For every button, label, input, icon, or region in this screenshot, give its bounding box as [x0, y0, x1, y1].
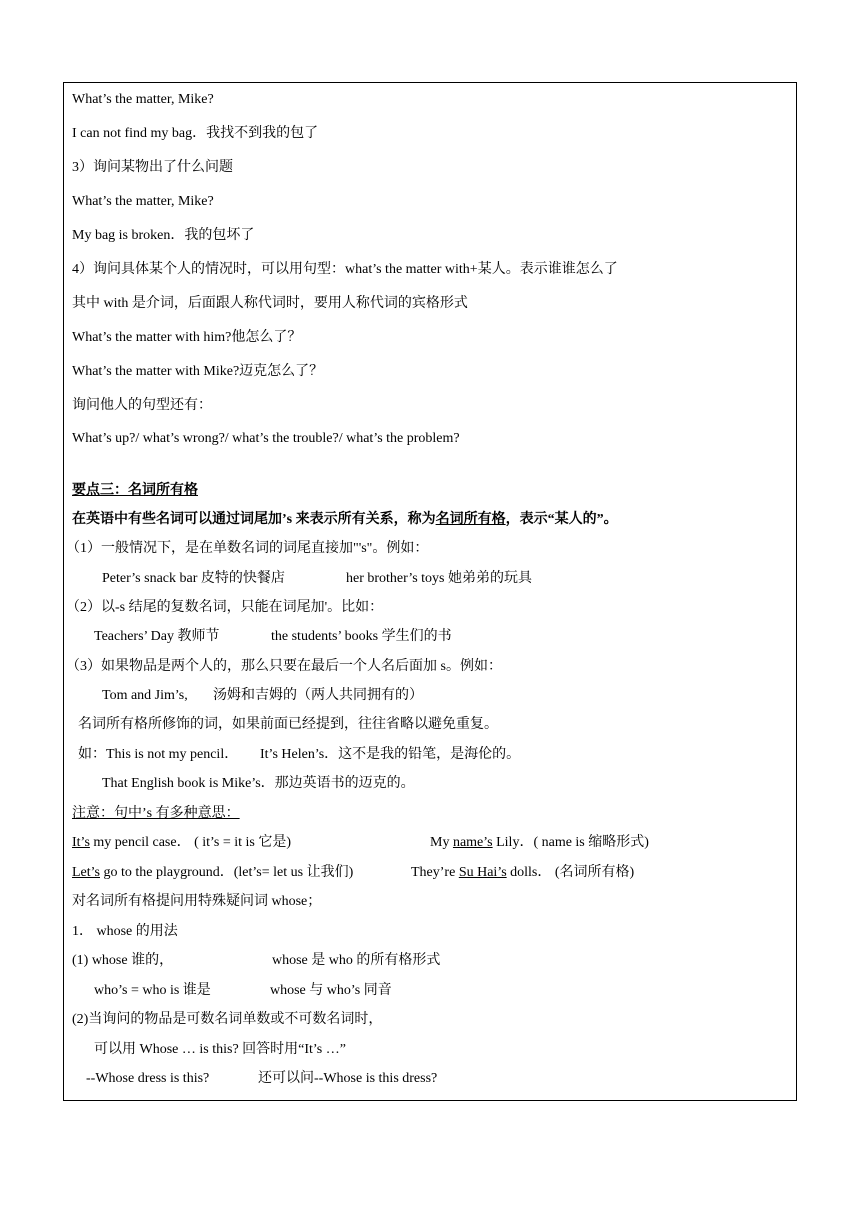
example-line: That English book is Mike’s．那边英语书的迈克的。 — [102, 776, 415, 791]
example-line — [72, 865, 353, 881]
text-line: I can not find my bag．我找不到我的包了 — [72, 126, 319, 141]
example-line — [72, 835, 291, 851]
intro-text: ，表示“某人的”。 — [505, 512, 618, 527]
section-intro — [72, 512, 618, 528]
text-line: What’s up?/ what’s wrong?/ what’s the trouble?/ what’s the problem? — [72, 431, 460, 446]
text-line: 可以用 Whose … is this? 回答时用“It’s …” — [94, 1042, 346, 1057]
text-line: What’s the matter with him?他怎么了？ — [72, 330, 302, 345]
example-line — [411, 865, 634, 881]
example-line: It’s Helen’s．这不是我的铅笔，是海伦的。 — [260, 747, 521, 762]
example-text: They’re — [411, 865, 459, 880]
text-line: whose 与 who’s 同音 — [270, 983, 392, 998]
text-line: 其中 with 是介词，后面跟人称代词时，要用人称代词的宾格形式 — [72, 296, 468, 311]
example-text: my pencil case． ( it’s = it is 它是) — [89, 835, 292, 850]
rule-line: （3）如果物品是两个人的，那么只要在最后一个人名后面加 s。例如： — [66, 659, 502, 674]
rule-line: （2）以-s 结尾的复数名词，只能在词尾加'。比如： — [66, 600, 384, 615]
text-line: What’s the matter, Mike? — [72, 92, 214, 107]
underlined-word: Let’s — [72, 865, 100, 880]
example-text: dolls． (名词所有格) — [506, 865, 635, 880]
example-line: Peter’s snack bar 皮特的快餐店 — [102, 571, 285, 586]
text-line: 询问他人的句型还有： — [72, 398, 212, 413]
intro-term: 名词所有格 — [435, 512, 506, 527]
underlined-word: name’s — [452, 835, 493, 850]
text-line: whose 是 who 的所有格形式 — [272, 953, 441, 968]
intro-text: 在英语中有些名词可以通过词尾加’s 来表示所有关系，称为 — [72, 512, 436, 527]
example-line: 如：This is not my pencil． — [78, 747, 239, 762]
example-line: the students’ books 学生们的书 — [271, 629, 452, 644]
example-line: Teachers’ Day 教师节 — [94, 629, 220, 644]
text-line: who’s = who is 谁是 — [94, 983, 211, 998]
example-line — [430, 835, 649, 851]
underlined-word: Su Hai’s — [458, 865, 507, 880]
text-line: What’s the matter, Mike? — [72, 194, 214, 209]
text-line: What’s the matter with Mike?迈克怎么了？ — [72, 364, 324, 379]
example-line: her brother’s toys 她弟弟的玩具 — [346, 571, 532, 586]
example-line: 还可以问--Whose is this dress? — [258, 1071, 438, 1086]
example-text: Lily．( name is 缩略形式) — [492, 835, 649, 850]
example-text: My — [430, 835, 453, 850]
text-line: My bag is broken．我的包坏了 — [72, 228, 255, 243]
section-heading: 要点三：名词所有格 — [72, 483, 198, 498]
content-box — [63, 82, 797, 1101]
text-line: 对名词所有格提问用特殊疑问词 whose； — [72, 894, 322, 909]
example-line: --Whose dress is this? — [86, 1071, 210, 1086]
note-heading: 注意：句中’s 有多种意思： — [72, 806, 240, 821]
text-line: 名词所有格所修饰的词，如果前面已经提到，往往省略以避免重复。 — [78, 717, 498, 732]
example-line: 汤姆和吉姆的（两人共同拥有的） — [213, 688, 423, 703]
text-line: 3）询问某物出了什么问题 — [72, 160, 233, 175]
text-line: 1． whose 的用法 — [72, 924, 178, 939]
example-line: Tom and Jim’s, — [102, 688, 188, 703]
underlined-word: It’s — [72, 835, 90, 850]
text-line: 4）询问具体某个人的情况时，可以用句型：what’s the matter with+某人。表示谁谁怎么了 — [72, 262, 618, 277]
text-line: (2)当询问的物品是可数名词单数或不可数名词时， — [72, 1012, 383, 1027]
example-text: go to the playground．(let’s= let us 让我们) — [100, 865, 354, 880]
text-line: (1) whose 谁的， — [72, 953, 174, 968]
rule-line: （1）一般情况下，是在单数名词的词尾直接加"'s"。例如： — [66, 541, 429, 556]
